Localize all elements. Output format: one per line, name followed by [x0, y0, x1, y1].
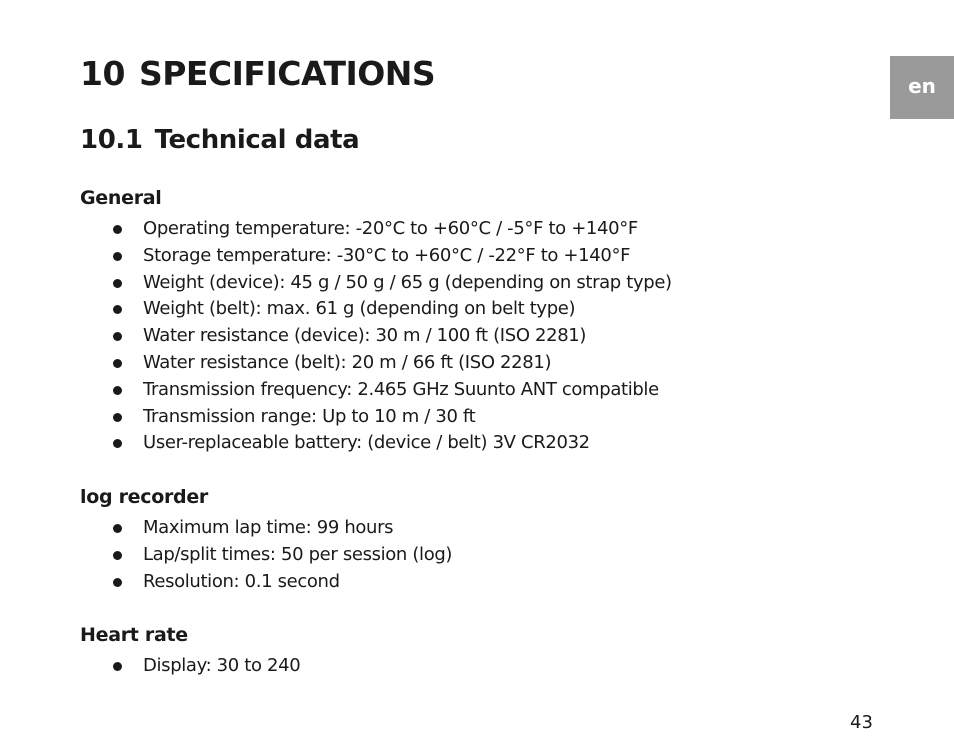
- list-item-text: Water resistance (device): 30 m / 100 ft (ISO 2281): [143, 325, 587, 347]
- list-item: [80, 653, 860, 680]
- bullet-icon: [113, 359, 122, 368]
- list-item: [80, 515, 860, 542]
- list-item-text: Transmission range: Up to 10 m / 30 ft: [143, 405, 476, 427]
- chapter-number: 10: [80, 54, 125, 93]
- spec-list: [80, 653, 860, 680]
- page-number: 43: [850, 712, 873, 733]
- bullet-icon: [113, 386, 122, 395]
- list-item: [80, 270, 860, 297]
- list-item-text: Lap/split times: 50 per session (log): [143, 543, 453, 565]
- list-item: [80, 569, 860, 596]
- group-heading: General: [80, 187, 162, 209]
- list-item-text: Resolution: 0.1 second: [143, 570, 340, 592]
- bullet-icon: [113, 279, 122, 288]
- group-heading: Heart rate: [80, 624, 188, 646]
- list-item: [80, 404, 860, 431]
- list-item: [80, 323, 860, 350]
- bullet-icon: [113, 662, 122, 671]
- bullet-icon: [113, 578, 122, 587]
- section-title-text: Technical data: [154, 125, 360, 155]
- list-item-text: Transmission frequency: 2.465 GHz Suunto ANT compatible: [143, 378, 659, 400]
- list-item: [80, 542, 860, 569]
- spec-list: [80, 216, 860, 457]
- section-title: [80, 123, 359, 157]
- bullet-icon: [113, 305, 122, 314]
- list-item-text: Water resistance (belt): 20 m / 66 ft (ISO 2281): [143, 351, 552, 373]
- list-item-text: Operating temperature: -20°C to +60°C / -5°F to +140°F: [143, 218, 638, 239]
- bullet-icon: [113, 524, 122, 533]
- list-item-text: Maximum lap time: 99 hours: [143, 517, 394, 538]
- list-item-text: Weight (belt): max. 61 g (depending on belt type): [143, 298, 576, 320]
- bullet-icon: [113, 439, 122, 448]
- bullet-icon: [113, 551, 122, 560]
- list-item: [80, 430, 860, 457]
- list-item: [80, 296, 860, 323]
- bullet-icon: [113, 252, 122, 261]
- list-item-text: Weight (device): 45 g / 50 g / 65 g (depending on strap type): [143, 271, 672, 293]
- list-item: [80, 216, 860, 243]
- bullet-icon: [113, 225, 122, 234]
- section-number: 10.1: [80, 125, 143, 155]
- spec-group-heart-rate: [80, 621, 860, 680]
- list-item: [80, 377, 860, 404]
- chapter-title-text: SPECIFICATIONS: [138, 54, 436, 93]
- bullet-icon: [113, 413, 122, 422]
- list-item-text: Storage temperature: -30°C to +60°C / -22°F to +140°F: [143, 244, 631, 266]
- list-item: [80, 350, 860, 377]
- spec-list: [80, 515, 860, 595]
- group-heading: log recorder: [80, 486, 208, 508]
- chapter-title: [80, 54, 435, 94]
- list-item-text: User-replaceable battery: (device / belt) 3V CR2032: [143, 432, 590, 454]
- spec-group-log-recorder: [80, 483, 860, 595]
- list-item: [80, 243, 860, 270]
- language-tab: en: [890, 56, 954, 119]
- list-item-text: Display: 30 to 240: [143, 655, 301, 676]
- spec-group-general: [80, 184, 860, 457]
- bullet-icon: [113, 332, 122, 341]
